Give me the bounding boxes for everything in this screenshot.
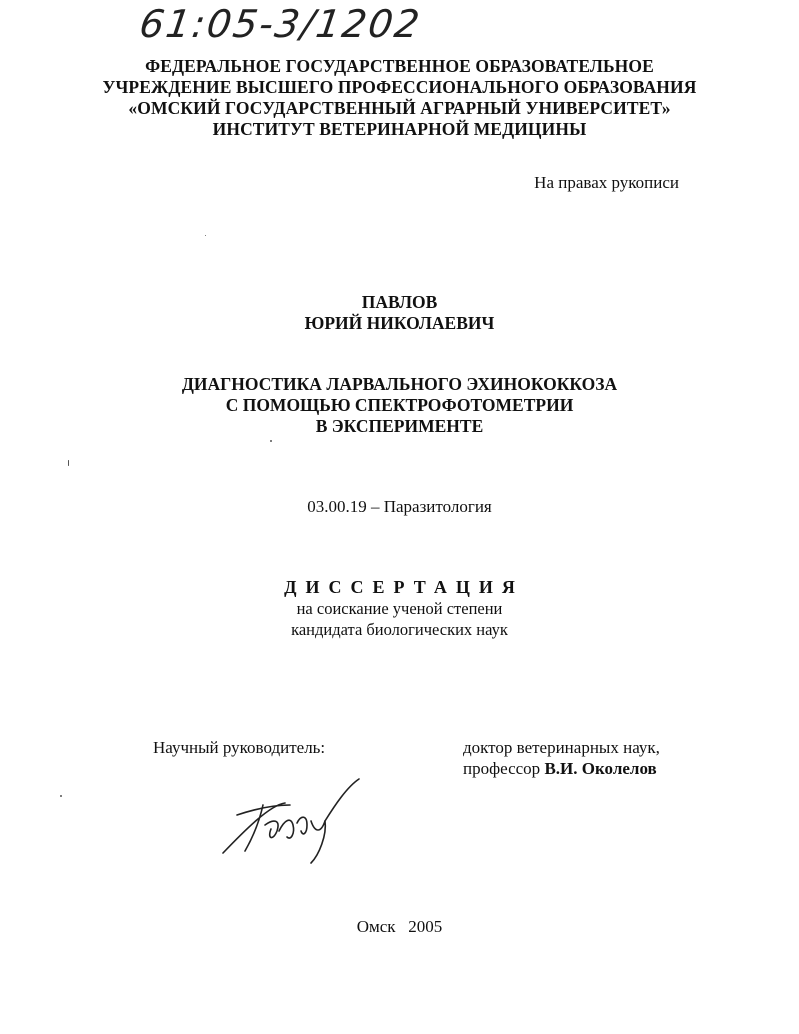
scan-speck — [60, 795, 62, 797]
scan-speck — [68, 460, 69, 466]
footer-city-year — [0, 916, 799, 937]
institution-header — [0, 56, 799, 140]
supervisor-name: В.И. Околелов — [544, 759, 657, 778]
rights-note: На правах рукописи — [534, 173, 679, 192]
archive-mark: 61:05-3/1202 — [136, 2, 425, 46]
author-signature — [215, 775, 375, 865]
footer-year: 2005 — [408, 917, 443, 936]
header-line-3: «ОМСКИЙ ГОСУДАРСТВЕННЫЙ АГРАРНЫЙ УНИВЕРСИТЕТ» — [128, 98, 671, 118]
author-surname: ПАВЛОВ — [361, 292, 438, 312]
specialty: 03.00.19 – Паразитология — [307, 497, 492, 516]
footer-city: Омск — [356, 917, 396, 936]
supervisor-label: Научный руководитель: — [153, 738, 326, 757]
dissertation-title — [0, 374, 799, 437]
title-line-1: ДИАГНОСТИКА ЛАРВАЛЬНОГО ЭХИНОКОККОЗА — [181, 374, 618, 394]
header-line-4: ИНСТИТУТ ВЕТЕРИНАРНОЙ МЕДИЦИНЫ — [212, 119, 587, 139]
author-block — [0, 292, 799, 334]
title-line-3: В ЭКСПЕРИМЕНТЕ — [315, 416, 484, 436]
dissertation-heading: ДИССЕРТАЦИЯ — [284, 577, 524, 597]
title-line-2: С ПОМОЩЬЮ СПЕКТРОФОТОМЕТРИИ — [225, 395, 574, 415]
scan-speck — [270, 440, 272, 442]
header-line-2: УЧРЕЖДЕНИЕ ВЫСШЕГО ПРОФЕССИОНАЛЬНОГО ОБРАЗОВАНИЯ — [102, 77, 697, 97]
scan-speck — [205, 235, 206, 236]
degree-line-1: на соискание ученой степени — [296, 599, 503, 618]
supervisor-title — [463, 758, 657, 779]
author-name: ЮРИЙ НИКОЛАЕВИЧ — [304, 313, 495, 333]
degree-line-2: кандидата биологических наук — [291, 620, 508, 639]
supervisor-title-prefix: профессор — [463, 759, 541, 778]
supervisor-degree: доктор ветеринарных наук, — [463, 738, 660, 757]
header-line-1: ФЕДЕРАЛЬНОЕ ГОСУДАРСТВЕННОЕ ОБРАЗОВАТЕЛЬНОЕ — [145, 56, 654, 76]
dissertation-block — [0, 576, 799, 640]
